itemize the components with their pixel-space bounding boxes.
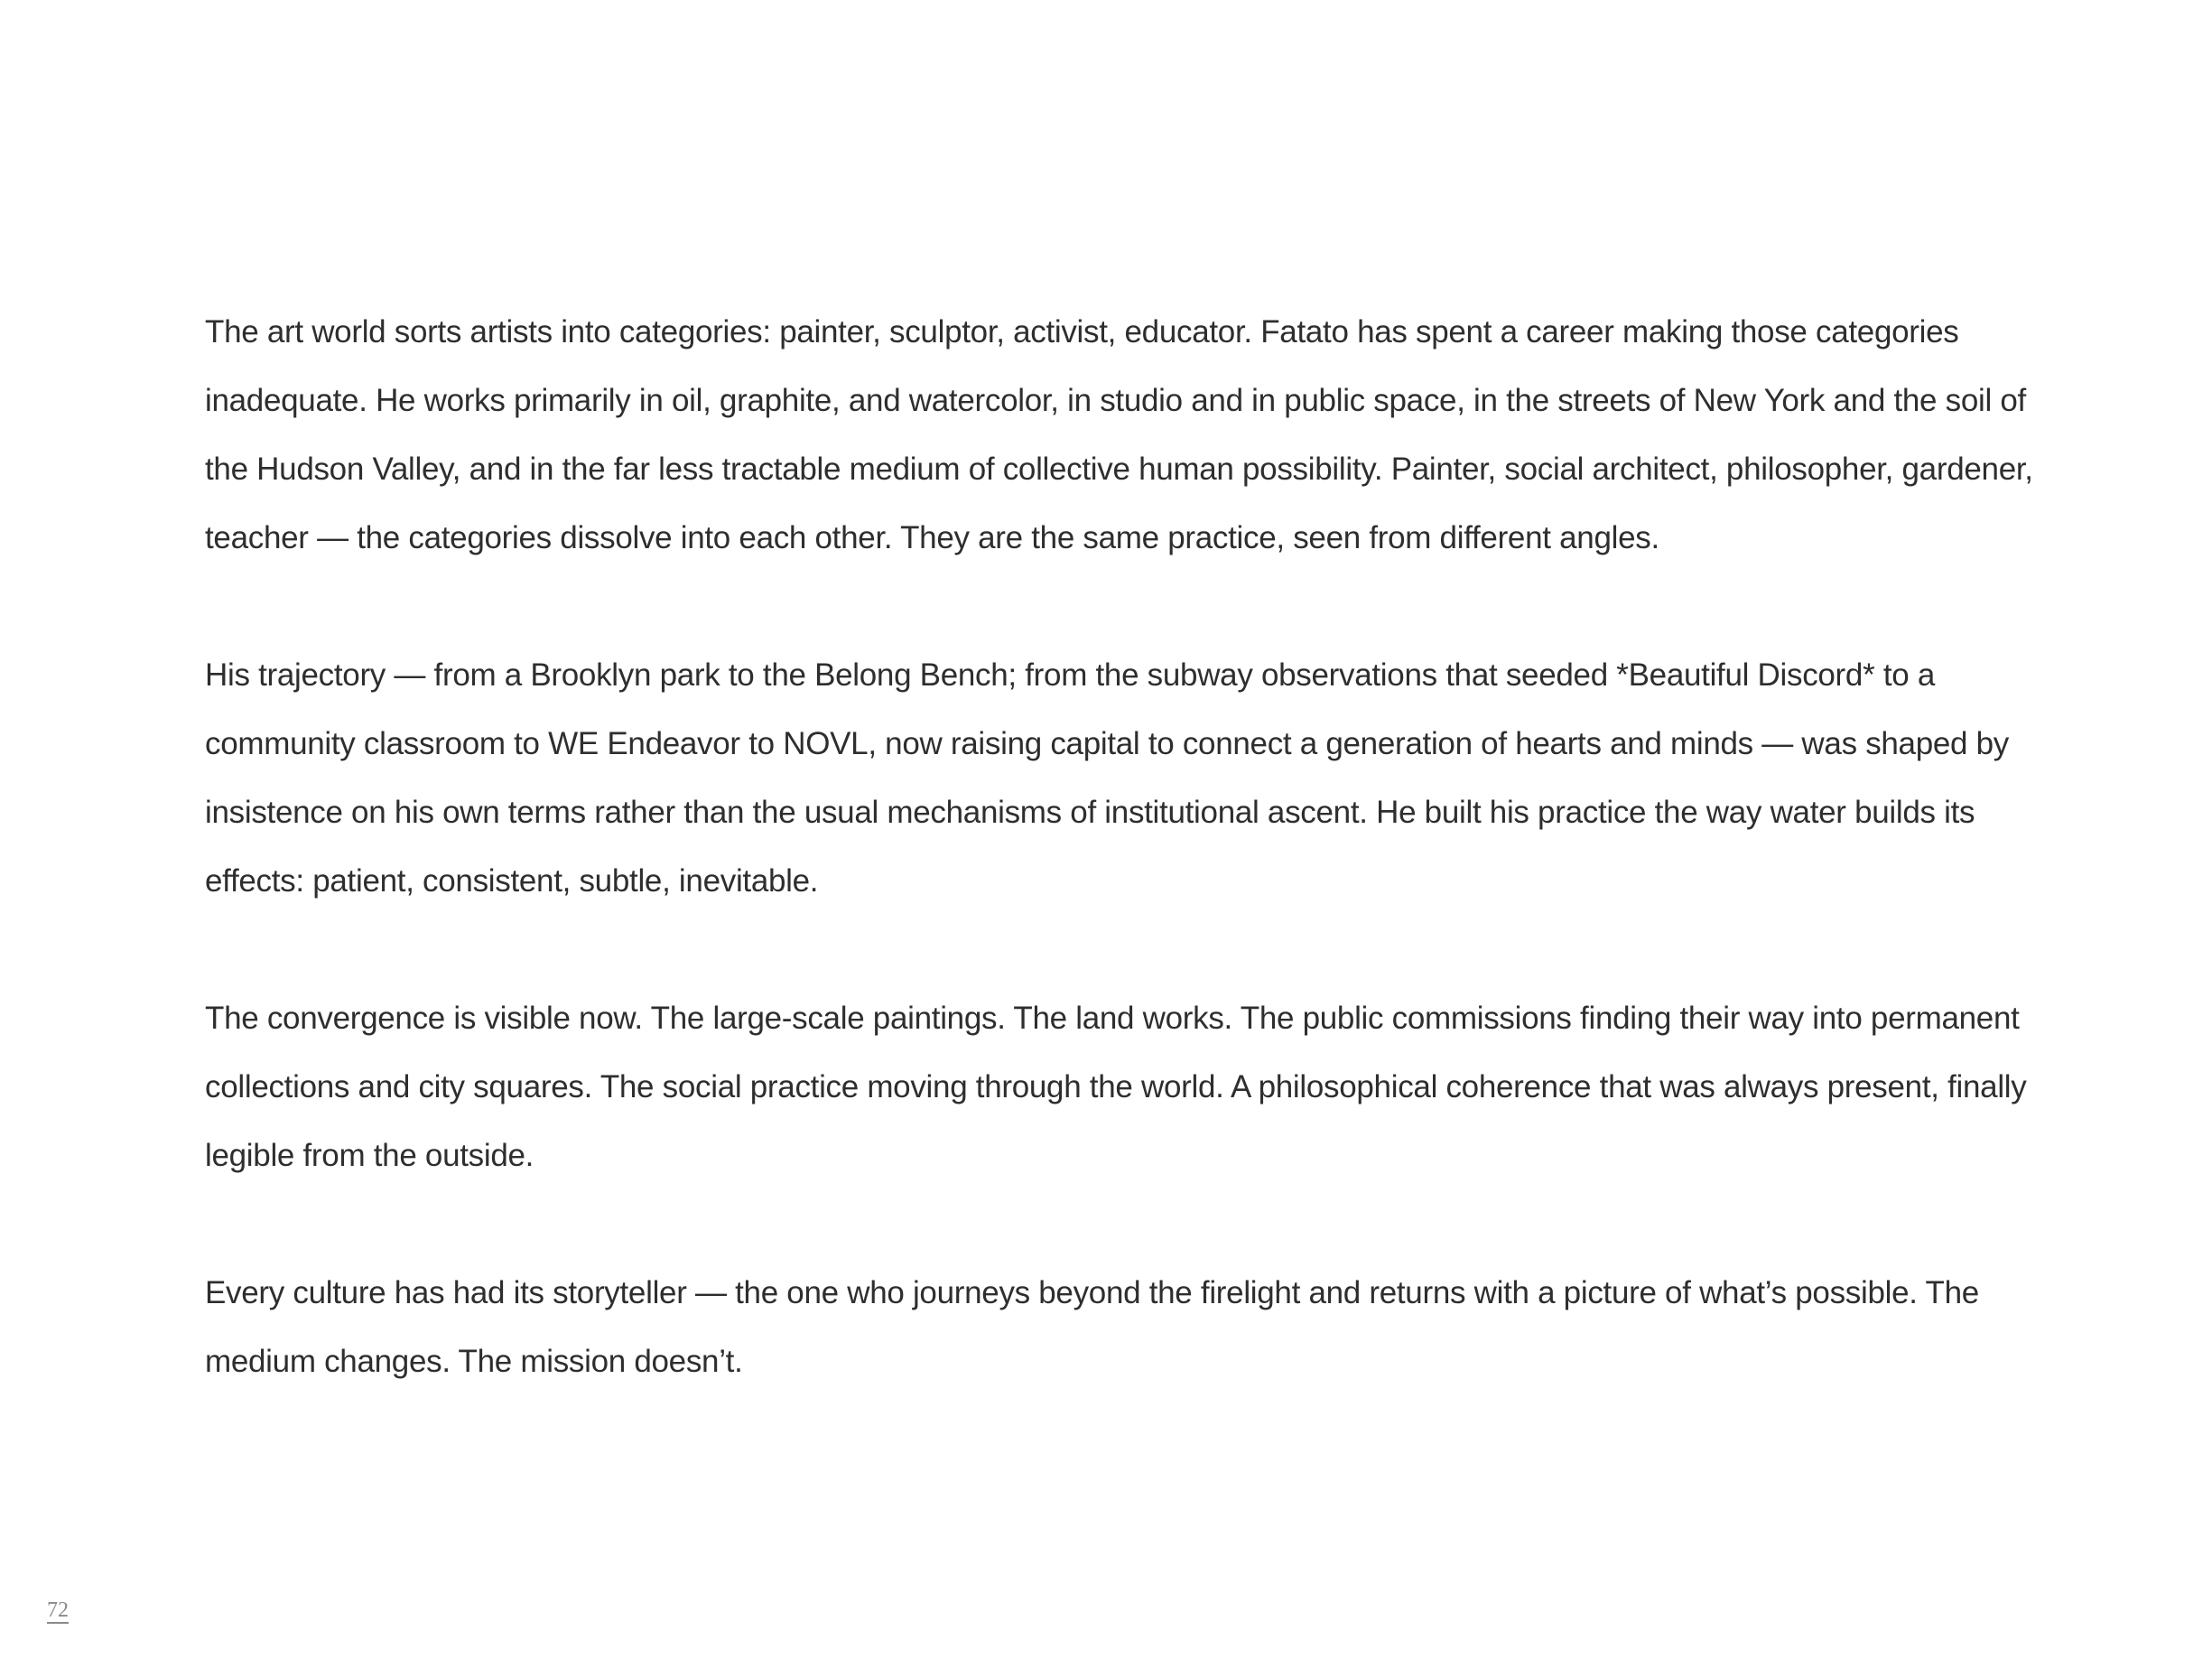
paragraph-convergence: The convergence is visible now. The large-scale paintings. The land works. The public commissions finding their way into permanent collections and city squares. The social practice moving through the world. A philosophical coherence that was always present, finally legible from the outside. — [205, 1001, 2027, 1173]
paragraph-storyteller: Every culture has had its storyteller — the one who journeys beyond the firelight and returns with a picture of what’s possible. The medium changes. The mission doesn’t. — [205, 1275, 1979, 1379]
paragraph-trajectory: His trajectory — from a Brooklyn park to the Belong Bench; from the subway observations that seeded *Beautiful Discord* to a community classroom to WE Endeavor to NOVL, now raising capital to connect a generation of hearts and minds — was shaped by insistence on his own terms rather than the usual mechanisms of institutional ascent. He built his practice the way water builds its effects: patient, consistent, subtle, inevitable. — [205, 657, 2010, 899]
page-number: 72 — [47, 1598, 69, 1622]
paragraph-categories: The art world sorts artists into categories: painter, sculptor, activist, educator. Fatato has spent a career making those categories inadequate. He works primarily in oil, graphite, and watercolor, in studio and in public space, in the streets of New York and the soil of the Hudson Valley, and in the far less tractable medium of collective human possibility. Painter, social architect, philosopher, gardener, teacher — the categories dissolve into each other. They are the same practice, seen from different angles. — [205, 314, 2033, 555]
body-text — [205, 298, 2047, 1396]
